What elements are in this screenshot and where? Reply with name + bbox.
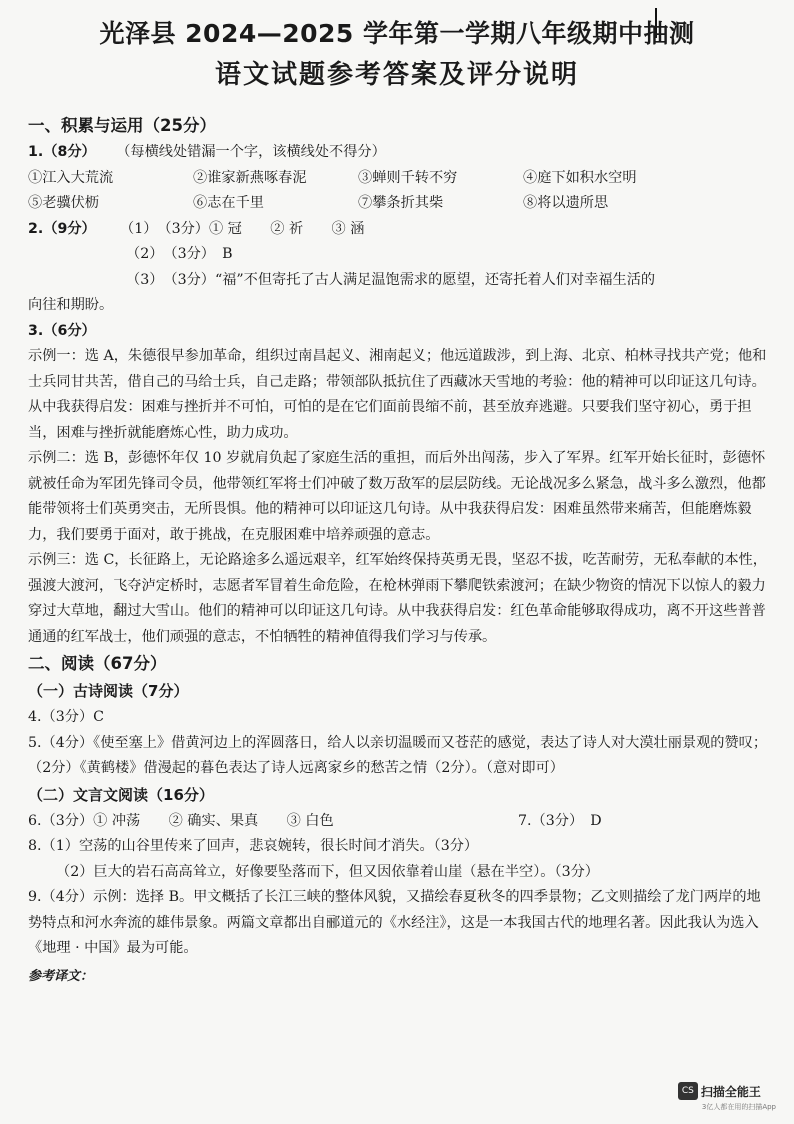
q1-answer: ⑧将以遗所思 bbox=[523, 195, 609, 211]
q3-example1: 示例一：选 A，朱德很早参加革命，组织过南昌起义、湘南起义；他远道跋涉，到上海、北京、柏林寻找共产党；他和士兵同甘共苦，借自己的马给士兵，自己走路；带领部队抵抗住了西藏冰天雪地的考验：他的精神可以印证这几句诗。从中我获得启发：困难与挫折并不可怕，可怕的是在它们面前畏缩不前，甚至放弃逃避。只要我们坚守初心，勇于担当，困难与挫折就能磨炼心性，助力成功。 bbox=[28, 348, 767, 441]
q6-answer: 6.（3分）① 冲荡 ② 确实、果真 ③ 白色 bbox=[28, 812, 334, 829]
q2-sub1: （1） （3分）① 冠 ② 祈 ③ 涵 bbox=[120, 220, 365, 237]
q1-answer: ⑤老骥伏枥 bbox=[28, 195, 99, 211]
q1-answer: ②谁家新燕啄春泥 bbox=[193, 169, 307, 186]
q4-answer: 4.（3分）C bbox=[28, 709, 104, 725]
q1-answer: ⑦攀条折其柴 bbox=[358, 195, 444, 211]
page-title-line2: 语文试题参考答案及评分说明 bbox=[214, 60, 579, 90]
q2-line1 bbox=[28, 217, 768, 243]
q2-label: 2.（9分） bbox=[28, 220, 96, 237]
q1-answer: ⑥志在千里 bbox=[193, 195, 264, 211]
q6-q7-line bbox=[28, 809, 768, 835]
q8-answer-1: 8.（1）空荡的山谷里传来了回声，悲哀婉转，很长时间才消失。（3分） bbox=[28, 838, 479, 854]
q1-label: 1.（8分） bbox=[28, 144, 96, 160]
q2-sub3: （3） （3分）“福”不但寄托了古人满足温饱需求的愿望，还寄托着人们对幸福生活的 bbox=[126, 271, 656, 288]
page-title-line1: 光泽县 2024—2025 学年第一学期八年级期中抽测 bbox=[99, 19, 695, 48]
q9-answer: 9.（4分）示例：选择 B。甲文概括了长江三峡的整体风貌，又描绘春夏秋冬的四季景物；乙文则描绘了龙门两岸的地势特点和河水奔流的雄伟景象。两篇文章都出自郦道元的《水经注》，这是一本我国古代的地理名著。因此我认为选入《地理 · 中国》最为可能。 bbox=[28, 889, 761, 956]
q1-answer: ③蝉则千转不穷 bbox=[358, 169, 458, 186]
q2-sub2: （2） （3分） B bbox=[126, 246, 233, 262]
answer-content bbox=[28, 112, 768, 989]
scanner-tagline: 3亿人都在用的扫描App bbox=[701, 1103, 776, 1111]
q1-answer: ④庭下如积水空明 bbox=[523, 169, 637, 186]
scanner-logo-icon: CS bbox=[678, 1082, 698, 1100]
reference-translation-heading: 参考译文： bbox=[28, 968, 94, 984]
q5-answer: 5.（4分）《使至塞上》借黄河边上的浑圆落日，给人以亲切温暖而又苍茫的感觉，表达了诗人对大漠壮丽景观的赞叹；（2分）《黄鹤楼》借漫起的暮色表达了诗人远离家乡的愁苦之情（2分）。（意对即可） bbox=[28, 734, 768, 776]
q8-answer-2: （2）巨大的岩石高高耸立，好像要坠落而下，但又因依靠着山崖（悬在半空）。（3分） bbox=[56, 863, 599, 880]
q3-example3: 示例三：选 C，长征路上，无论路途多么遥远艰辛，红军始终保持英勇无畏，坚忍不拔，吃苦耐劳，无私奉献的本性，强渡大渡河，飞夺泸定桥时，志愿者军冒着生命危险，在枪林弹雨下攀爬铁索渡河；在缺少物资的情况下以惊人的毅力穿过大草地，翻过大雪山。他们的精神可以印证这几句诗。从中我获得启发：红色革命能够取得成功，离不开这些普普通通的红军战士，他们顽强的意志，不怕牺牲的精神值得我们学习与传承。 bbox=[28, 552, 767, 645]
q2-sub3-cont: 向往和期盼。 bbox=[28, 297, 114, 313]
subsection1-heading: （一）古诗阅读（7分） bbox=[28, 682, 189, 700]
q1-answers-row1 bbox=[28, 166, 768, 192]
q1-answer: ①江入大荒流 bbox=[28, 169, 114, 186]
q1-note: （每横线处错漏一个字，该横线处不得分） bbox=[116, 144, 386, 160]
q1-header bbox=[28, 140, 768, 166]
subsection2-heading: （二）文言文阅读（16分） bbox=[28, 785, 214, 804]
q3-label: 3.（6分） bbox=[28, 322, 96, 339]
scanner-watermark bbox=[678, 1082, 776, 1112]
q3-example2: 示例二：选 B，彭德怀年仅 10 岁就肩负起了家庭生活的重担，而后外出闯荡，步入了军界。红军开始长征时，彭德怀就被任命为军团先锋司令员，他带领红军将士们冲破了数万敌军的层层防线。无论战况多么紧急，战斗多么激烈，他都能带领将士们英勇突击，无所畏惧。他的精神可以印证这几句诗。从中我获得启发：困难虽然带来痛苦，但能磨炼毅力，我们要勇于面对，敢于挑战，在克服困难中培养顽强的意志。 bbox=[28, 450, 766, 543]
section1-heading: 一、积累与运用（25分） bbox=[28, 116, 216, 135]
q7-answer: 7.（3分） D bbox=[518, 812, 602, 829]
section2-heading: 二、阅读（67分） bbox=[28, 654, 167, 673]
q1-answers-row2 bbox=[28, 191, 768, 217]
scanner-name: 扫描全能王 bbox=[700, 1084, 761, 1099]
